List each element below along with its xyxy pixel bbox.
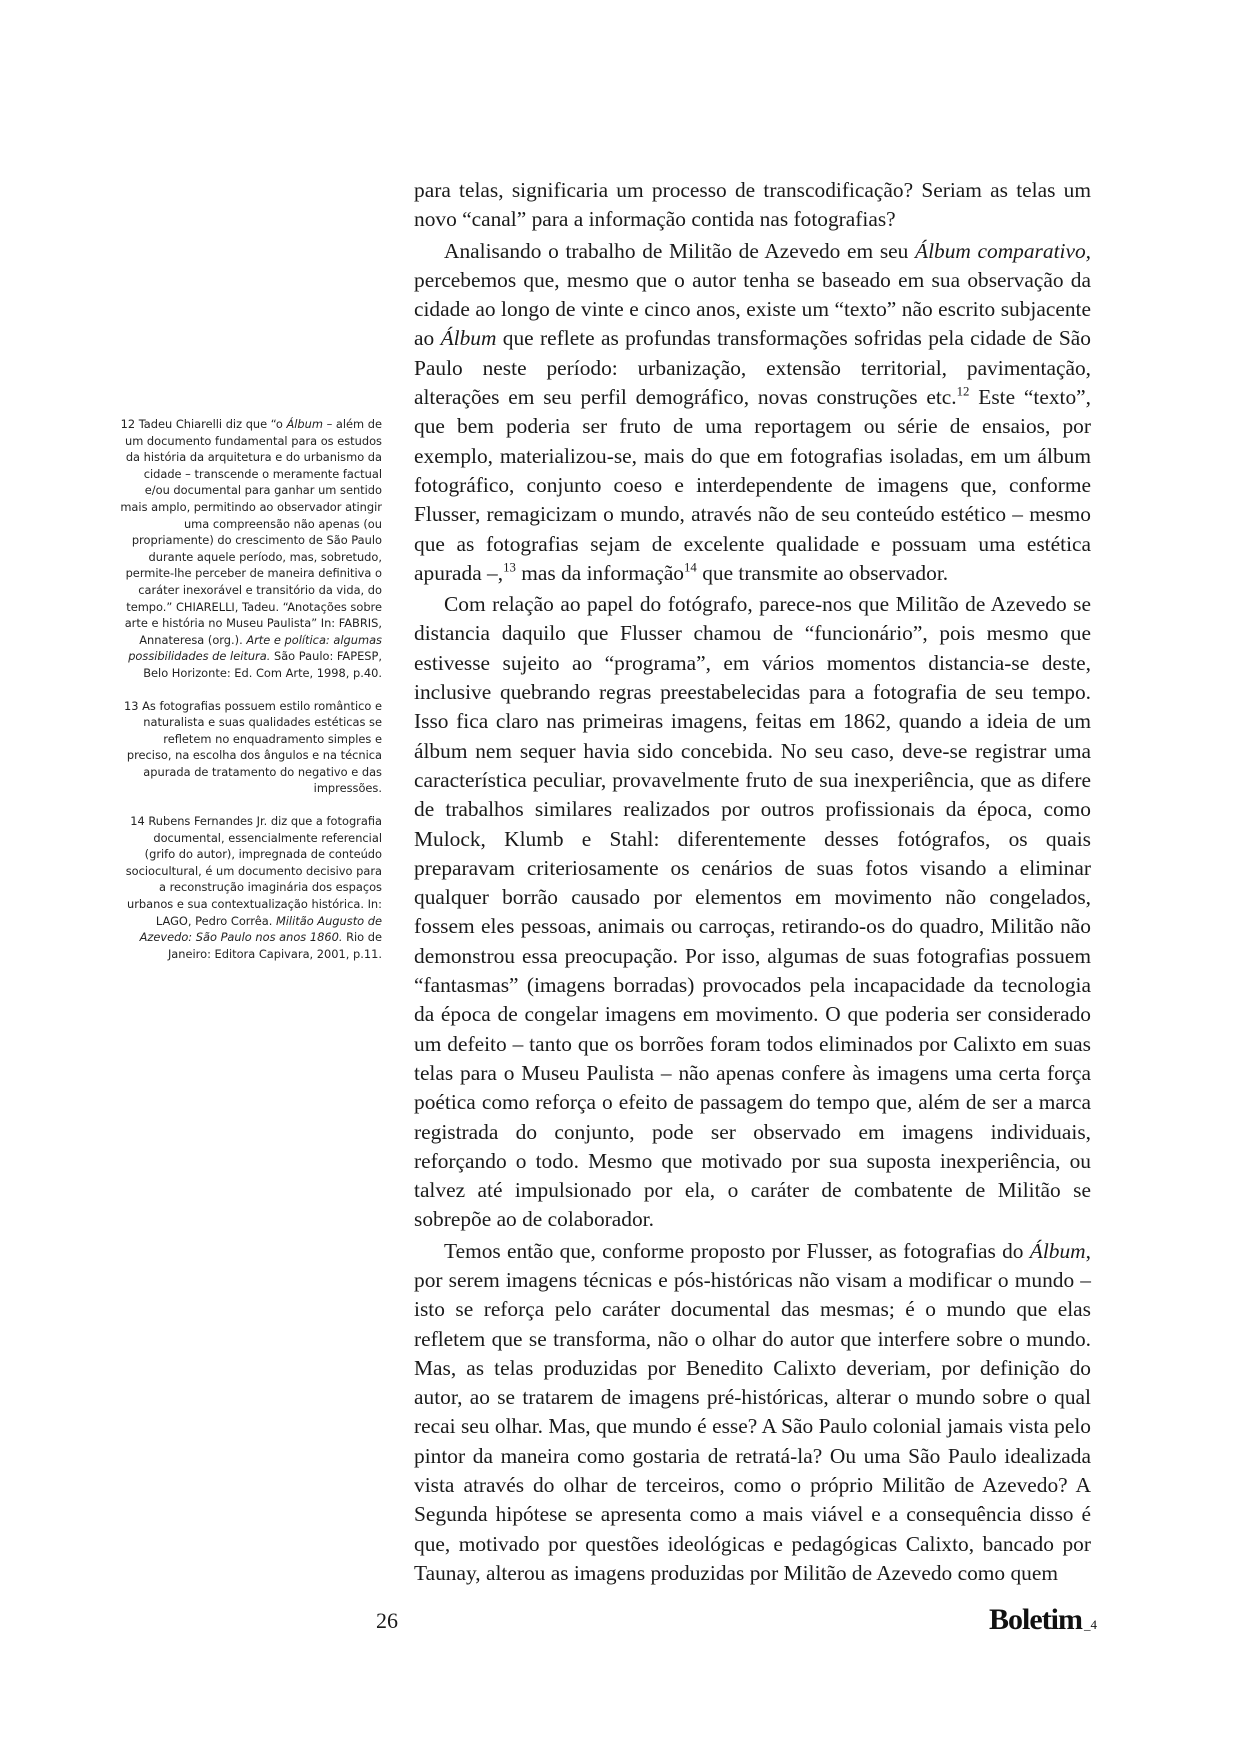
- paragraph-4: Temos então que, conforme proposto por Flusser, as fotografias do Álbum, por serem imagens técnicas e pós-históricas não visam a modificar o mundo – isto se reforça pelo caráter documental das mesmas; é o mundo que elas refletem que se transforma, não o olhar do autor que interfere sobre o mundo. Mas, as telas produzidas por Benedito Calixto deveriam, por definição do autor, ao se tratarem de imagens pré-históricas, alterar o mundo sobre o qual recai seu olhar. Mas, que mundo é esse? A São Paulo colonial jamais vista pelo pintor da maneira como gostaria de retratá-la? Ou uma São Paulo idealizada vista através do olhar de terceiros, como o próprio Militão de Azevedo? A Segunda hipótese se apresenta como a mais viável e a consequência disso é que, motivado por questões ideológicas e pedagógicas Calixto, bancado por Taunay, alterou as imagens produzidas por Militão de Azevedo como quem: [414, 1238, 1091, 1585]
- footnote-ref-14: 14: [684, 560, 697, 575]
- footnote-14: 14 Rubens Fernandes Jr. diz que a fotografia documental, essencialmente referencial (grifo do autor), impregnada de conteúdo sociocultural, é um documento decisivo para a reconstrução imaginária dos espaços urbanos e sua contextualização histórica. In: LAGO, Pedro Corrêa. Militão Augusto de Azevedo: São Paulo nos anos 1860. Rio de Janeiro: Editora Capivara, 2001, p.11.: [125, 814, 382, 961]
- paragraph-3: Com relação ao papel do fotógrafo, parece-nos que Militão de Azevedo se distancia daquilo que Flusser chamou de “funcionário”, pois mesmo que estivesse sujeito ao “programa”, em vários momentos distancia-se deste, inclusive quebrando regras preestabelecidas para a fotografia de seu tempo. Isso fica claro nas primeiras imagens, feitas em 1862, quando a ideia de um álbum nem sequer havia sido concebida. No seu caso, deve-se registrar uma característica peculiar, provavelmente fruto de sua inexperiência, que as difere de trabalhos similares realizados por outros profissionais da época, como Mulock, Klumb e Stahl: diferentemente desses fotógrafos, os quais preparavam criteriosamente os cenários de suas fotos visando a eliminar qualquer borrão causado por elementos em movimento não congelados, fossem eles pessoas, animais ou carroças, retirando-os do quadro, Militão não demonstrou essa preocupação. Por isso, algumas de suas fotografias possuem “fantasmas” (imagens borradas) provocados pela incapacidade da tecnologia da época de congelar imagens em movimento. O que poderia ser considerado um defeito – tanto que os borrões foram todos eliminados por Calixto em suas telas para o Museu Paulista – não apenas confere às imagens uma certa força poética como reforça o efeito de passagem do tempo que, além de ser a marca registrada do conjunto, pode ser observado em imagens individuais, reforçando o todo. Mesmo que motivado por sua suposta inexperiência, ou talvez até impulsionado por ela, o caráter de combatente de Militão se sobrepõe ao de colaborador.: [414, 592, 1091, 1232]
- footnotes-column: [120, 416, 382, 978]
- brand-issue-number: _4: [1084, 1617, 1097, 1632]
- page-number: 26: [376, 1608, 398, 1633]
- footnote-ref-12: 12: [956, 384, 970, 399]
- main-text-column: [414, 176, 1091, 1588]
- footnote-13: 13 As fotografias possuem estilo romântico e naturalista e suas qualidades estéticas se refletem no enquadramento simples e preciso, na escolha dos ângulos e na técnica apurada de tratamento do negativo e das impressões.: [123, 698, 382, 796]
- brand-name: Boletim: [989, 1603, 1082, 1636]
- footnote-ref-13: 13: [503, 560, 516, 575]
- publication-brand: [989, 1603, 1097, 1637]
- paragraph-1: para telas, significaria um processo de transcodificação? Seriam as telas um novo “canal” para a informação contida nas fotografias?: [414, 178, 1091, 232]
- paragraph-2: Analisando o trabalho de Militão de Azevedo em seu Álbum comparativo, percebemos que, mesmo que o autor tenha se baseado em sua observação da cidade ao longo de vinte e cinco anos, existe um “texto” não escrito subjacente ao Álbum que reflete as profundas transformações sofridas pela cidade de São Paulo neste período: urbanização, extensão territorial, pavimentação, alterações em seu perfil demográfico, novas construções etc.$^{12}$ Este “texto”, que bem poderia ser fruto de uma reportagem ou série de ensaios, por exemplo, materializou-se, mais do que em fotografias isoladas, em um álbum fotográfico, conjunto coeso e interdependente de imagens que, conforme Flusser, remagicizam o mundo, através não de seu conteúdo estético – mesmo que as fotografias sejam de excelente qualidade e possuam uma estética apurada –,$^{13}$ mas da informação$^{14}$ que transmite ao observador.: [414, 238, 1091, 585]
- footnote-12: 12 Tadeu Chiarelli diz que “o Álbum – além de um documento fundamental para os estudos da história da arquitetura e do urbanismo da cidade – transcende o meramente factual e/ou documental para ganhar um sentido mais amplo, permitindo ao observador atingir uma compreensão não apenas (ou propriamente) do crescimento de São Paulo durante aquele período, mas, sobretudo, permite-lhe perceber de maneira definitiva o caráter inexorável e transitório da vida, do tempo.” CHIARELLI, Tadeu. “Anotações sobre arte e história no Museu Paulista” In: FABRIS, Annateresa (org.). Arte e política: algumas possibilidades de leitura. São Paulo: FAPESP, Belo Horizonte: Ed. Com Arte, 1998, p.40.: [120, 417, 382, 680]
